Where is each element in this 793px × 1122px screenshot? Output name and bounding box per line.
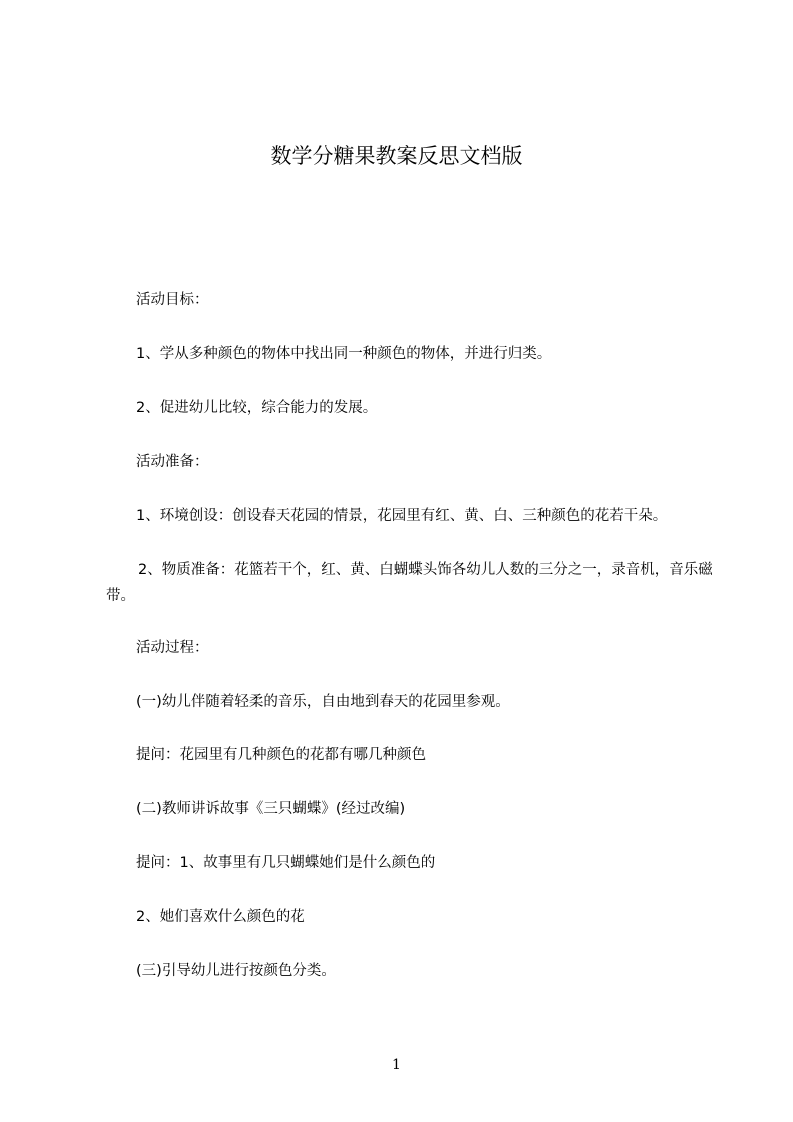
- paragraph-text: 提问：1、故事里有几只蝴蝶她们是什么颜色的: [136, 855, 436, 871]
- paragraph-preparation-1: [106, 503, 706, 529]
- paragraph-process-step-1: [106, 689, 706, 715]
- paragraph-question-1: [106, 742, 706, 768]
- document-title: 数学分糖果教案反思文档版: [270, 144, 523, 168]
- paragraph-preparation-heading: [106, 449, 706, 475]
- paragraph-text: (一)幼儿伴随着轻柔的音乐，自由地到春天的花园里参观。: [136, 694, 510, 710]
- paragraph-goal-2: [106, 395, 706, 421]
- paragraph-text: 1、学从多种颜色的物体中找出同一种颜色的物体，并进行归类。: [136, 346, 552, 362]
- paragraph-text: 活动准备：: [136, 454, 209, 470]
- paragraph-preparation-2: [106, 557, 721, 609]
- paragraph-process-step-2: [106, 796, 706, 822]
- paragraph-goal-1: [106, 341, 706, 367]
- paragraph-process-heading: [106, 635, 706, 661]
- paragraph-text: 2、她们喜欢什么颜色的花: [136, 909, 305, 925]
- paragraph-text: 活动目标：: [136, 292, 209, 308]
- paragraph-text: 2、促进幼儿比较，综合能力的发展。: [136, 400, 378, 416]
- paragraph-question-2: [106, 850, 706, 876]
- page-number: 1: [392, 1057, 401, 1073]
- paragraph-process-step-3: [106, 958, 706, 984]
- paragraph-activity-goal-heading: [106, 287, 706, 313]
- paragraph-text: 2、物质准备：花篮若干个，红、黄、白蝴蝶头饰各幼儿人数的三分之一，录音机，音乐磁带。: [106, 562, 713, 604]
- paragraph-question-2-part-2: [106, 904, 706, 930]
- paragraph-text: (二)教师讲诉故事《三只蝴蝶》(经过改编): [136, 801, 406, 817]
- paragraph-text: 活动过程：: [136, 640, 209, 656]
- paragraph-text: 1、环境创设：创设春天花园的情景，花园里有红、黄、白、三种颜色的花若干朵。: [136, 508, 668, 524]
- paragraph-text: 提问：花园里有几种颜色的花都有哪几种颜色: [136, 747, 426, 763]
- paragraph-text: (三)引导幼儿进行按颜色分类。: [136, 963, 336, 979]
